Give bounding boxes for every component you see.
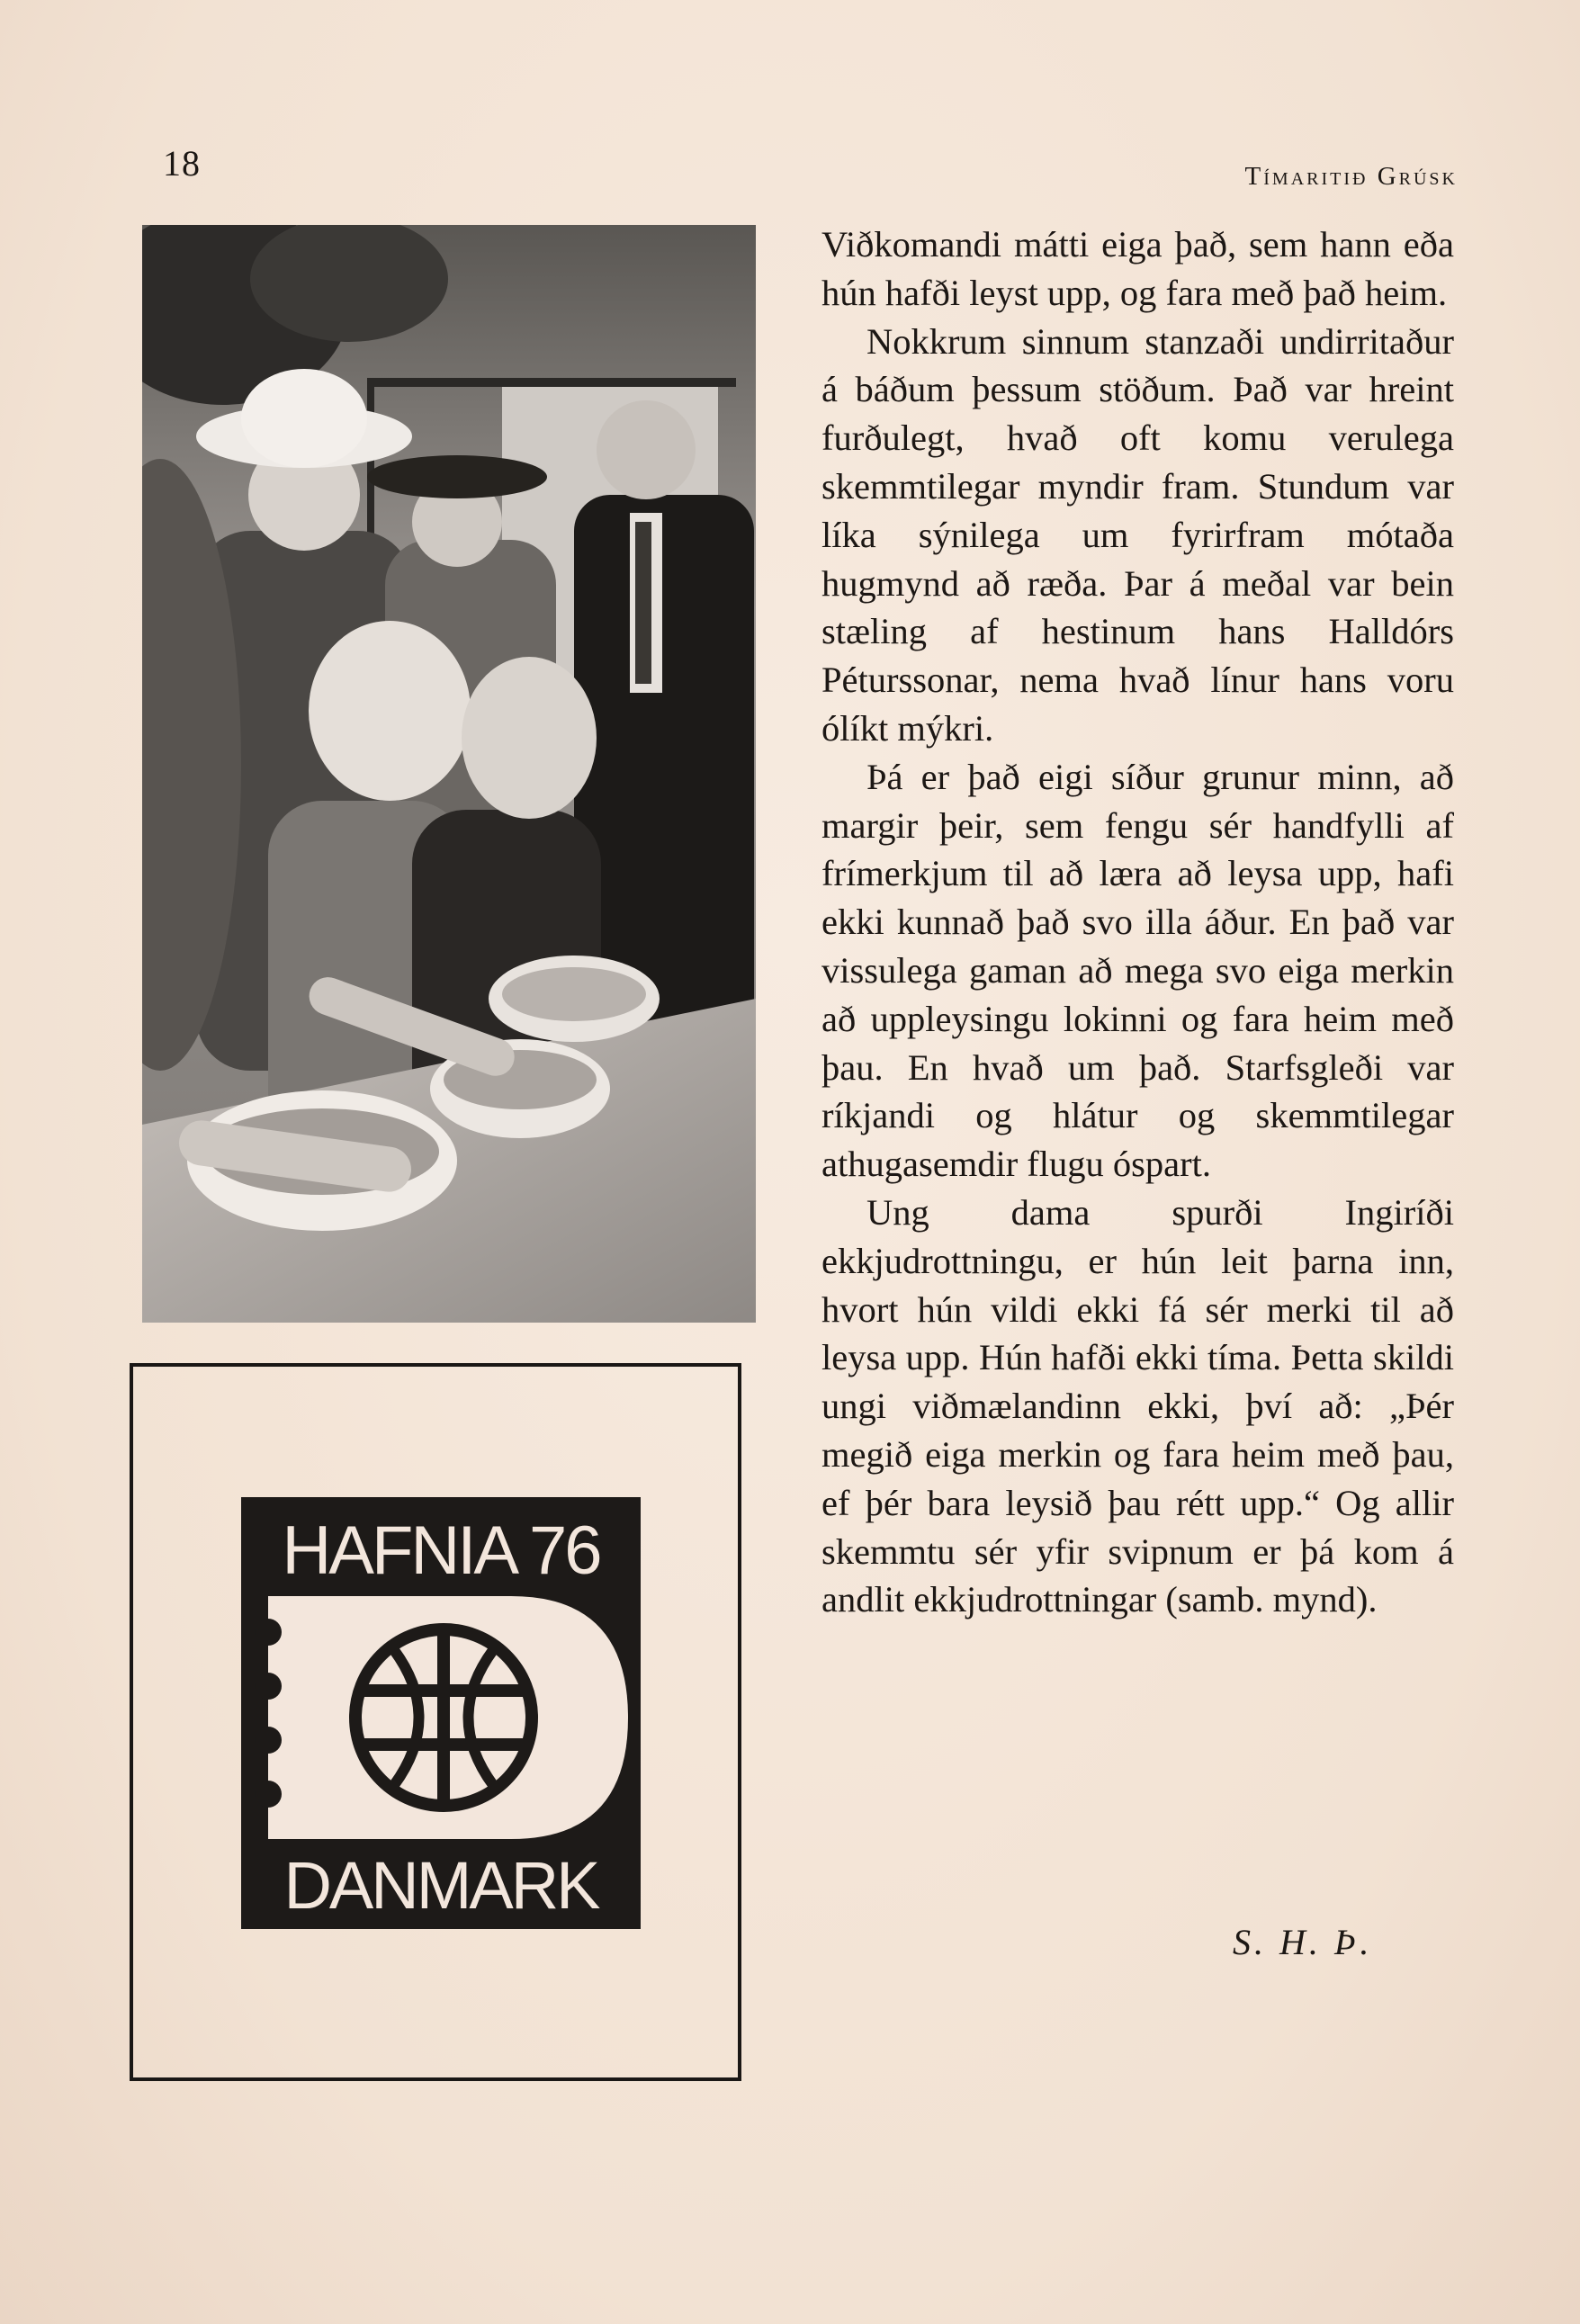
article-paragraph: Ung dama spurði Ingiríði ekkjudrottningu, er hún leit þarna inn, hvort hún vildi ekki fá sér merki til að leysa upp. Hún hafði ekki tíma. Þetta skildi ungi viðmælandinn ekki, því að: „Þér megið eiga merkin og fara heim með þau, ef þér bara leysið þau rétt upp.“ Og allir skemmtu sér yfir svipnum er þá kom á andlit ekkjudrottningar (samb. mynd). [821, 1191, 1454, 1620]
page-number: 18 [163, 143, 201, 184]
author-signature: S. H. Þ. [1233, 1922, 1373, 1962]
logo-title: HAFNIA 76 [282, 1512, 600, 1589]
globe-on-stamp-emblem-icon [241, 1596, 641, 1839]
event-photograph [142, 225, 756, 1323]
article-paragraph: Viðkomandi mátti eiga það, sem hann eða hún hafði leyst upp, og fara með það heim. [821, 224, 1454, 313]
article-paragraph: Nokkrum sinnum stanzaði undirritaður á báðum þessum stöðum. Það var hreint furðulegt, hvað oft komu verulega skemmtilegar myndir fram. Stundum var líka sýnilega um fyrirfram mótaða hugmynd að ræða. Þar á meðal var bein stæling af hestinum hans Halldórs Péturssonar, nema hvað línur hans voru ólíkt mýkri. [821, 320, 1454, 749]
hafnia-logo-frame [130, 1363, 741, 2081]
photo-illustration [142, 225, 756, 1323]
logo-country: DANMARK [283, 1848, 598, 1923]
hafnia-76-logo [241, 1497, 641, 1929]
running-title: Tímaritið Grúsk [1244, 162, 1458, 191]
article-column [821, 220, 1454, 1624]
article-paragraph: Þá er það eigi síður grunur minn, að margir þeir, sem fengu sér handfylli af frímerkjum til að læra að leysa upp, hafi ekki kunnað það svo illa áður. En það var vissulega gaman að mega svo eiga merkin að uppleysingu lokinni og fara heim með þau. En hvað um það. Starfsgleði var ríkjandi og hlátur og skemmtilegar athugasemdir flugu óspart. [821, 756, 1454, 1185]
